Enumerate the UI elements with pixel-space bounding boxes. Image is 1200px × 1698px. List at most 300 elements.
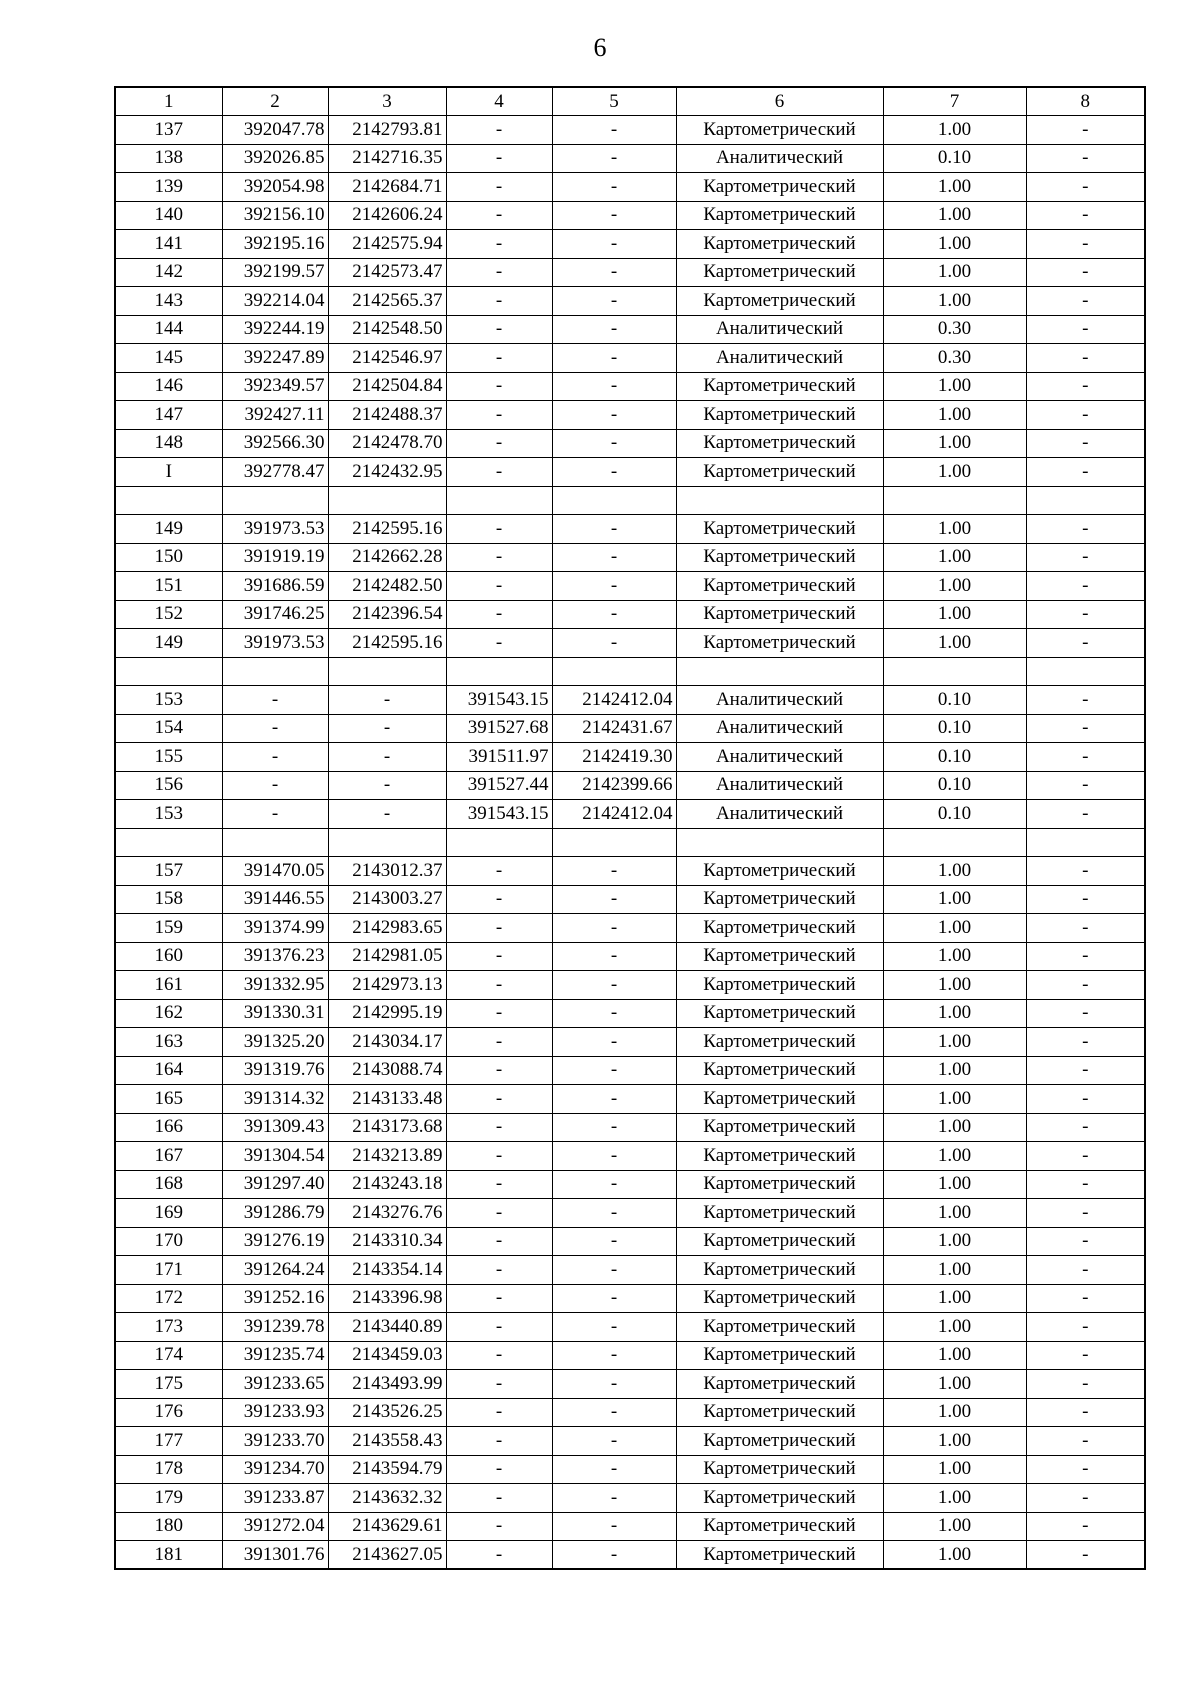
table-cell: Картометрический xyxy=(676,1085,883,1114)
table-cell: Картометрический xyxy=(676,1398,883,1427)
table-cell: - xyxy=(552,401,676,430)
table-cell: 1.00 xyxy=(883,1256,1026,1285)
table-cell: 391330.31 xyxy=(222,999,328,1028)
table-cell: 1.00 xyxy=(883,458,1026,487)
table-cell: - xyxy=(1026,1398,1145,1427)
table-cell: Аналитический xyxy=(676,743,883,772)
table-cell: - xyxy=(446,1370,552,1399)
table-cell: - xyxy=(328,686,446,715)
table-cell: 1.00 xyxy=(883,287,1026,316)
table-cell: Аналитический xyxy=(676,315,883,344)
table-cell: - xyxy=(552,1341,676,1370)
table-row xyxy=(115,1512,1145,1541)
column-header: 5 xyxy=(552,87,676,116)
table-cell: 391543.15 xyxy=(446,800,552,829)
table-cell: 172 xyxy=(115,1284,222,1313)
column-header: 1 xyxy=(115,87,222,116)
table-cell: - xyxy=(1026,230,1145,259)
table-cell: - xyxy=(446,885,552,914)
coordinates-table xyxy=(114,86,1146,1570)
table-cell: 1.00 xyxy=(883,372,1026,401)
table-cell: 1.00 xyxy=(883,914,1026,943)
table-cell: Картометрический xyxy=(676,1512,883,1541)
column-header: 4 xyxy=(446,87,552,116)
table-cell: - xyxy=(328,743,446,772)
table-row xyxy=(115,116,1145,145)
table-cell: - xyxy=(222,686,328,715)
table-cell: - xyxy=(446,173,552,202)
table-cell: Картометрический xyxy=(676,1484,883,1513)
table-cell: 2143594.79 xyxy=(328,1455,446,1484)
table-cell: 391973.53 xyxy=(222,629,328,658)
table-cell: Картометрический xyxy=(676,1170,883,1199)
table-cell: 391919.19 xyxy=(222,543,328,572)
table-cell xyxy=(446,657,552,686)
table-cell: - xyxy=(1026,600,1145,629)
table-cell: 176 xyxy=(115,1398,222,1427)
table-cell: 391527.44 xyxy=(446,771,552,800)
table-cell: - xyxy=(446,857,552,886)
table-cell: - xyxy=(446,1085,552,1114)
table-cell: 151 xyxy=(115,572,222,601)
table-row xyxy=(115,714,1145,743)
table-cell: 143 xyxy=(115,287,222,316)
table-cell: 391746.25 xyxy=(222,600,328,629)
table-cell: - xyxy=(552,372,676,401)
table-cell: Картометрический xyxy=(676,1056,883,1085)
table-row xyxy=(115,1398,1145,1427)
table-cell: - xyxy=(446,315,552,344)
table-cell: - xyxy=(446,429,552,458)
table-cell: - xyxy=(1026,1227,1145,1256)
table-cell: - xyxy=(552,1512,676,1541)
table-cell: 166 xyxy=(115,1113,222,1142)
table-cell: - xyxy=(1026,800,1145,829)
table-cell: Картометрический xyxy=(676,173,883,202)
table-cell: Картометрический xyxy=(676,1427,883,1456)
table-cell: 1.00 xyxy=(883,629,1026,658)
table-cell: - xyxy=(1026,258,1145,287)
table-cell: 154 xyxy=(115,714,222,743)
table-cell: 171 xyxy=(115,1256,222,1285)
table-cell: 2143632.32 xyxy=(328,1484,446,1513)
table-cell: - xyxy=(1026,1313,1145,1342)
table-cell: - xyxy=(552,1142,676,1171)
table-cell: Картометрический xyxy=(676,857,883,886)
table-cell: - xyxy=(552,173,676,202)
table-cell: - xyxy=(552,1085,676,1114)
table-cell: 391309.43 xyxy=(222,1113,328,1142)
table-cell: 392026.85 xyxy=(222,144,328,173)
column-header: 3 xyxy=(328,87,446,116)
table-cell: 1.00 xyxy=(883,1113,1026,1142)
table-cell: 1.00 xyxy=(883,116,1026,145)
table-row xyxy=(115,600,1145,629)
table-cell: - xyxy=(1026,1284,1145,1313)
table-cell: 140 xyxy=(115,201,222,230)
table-cell: - xyxy=(552,1455,676,1484)
table-cell: - xyxy=(1026,1427,1145,1456)
table-cell xyxy=(1026,486,1145,515)
table-cell: - xyxy=(1026,401,1145,430)
table-cell: 152 xyxy=(115,600,222,629)
table-cell: Картометрический xyxy=(676,116,883,145)
table-cell: - xyxy=(446,1170,552,1199)
table-row xyxy=(115,1199,1145,1228)
table-cell: 153 xyxy=(115,686,222,715)
table-cell: 1.00 xyxy=(883,1028,1026,1057)
table-cell: Картометрический xyxy=(676,372,883,401)
table-row xyxy=(115,372,1145,401)
table-cell: 161 xyxy=(115,971,222,1000)
table-cell: 392156.10 xyxy=(222,201,328,230)
table-cell: - xyxy=(446,1256,552,1285)
table-cell: Аналитический xyxy=(676,344,883,373)
table-cell: - xyxy=(552,1284,676,1313)
table-cell: 1.00 xyxy=(883,1170,1026,1199)
table-cell: 145 xyxy=(115,344,222,373)
table-cell: 1.00 xyxy=(883,1484,1026,1513)
table-cell xyxy=(552,657,676,686)
table-cell: - xyxy=(446,971,552,1000)
table-cell: 1.00 xyxy=(883,543,1026,572)
table-cell: - xyxy=(1026,942,1145,971)
column-header: 6 xyxy=(676,87,883,116)
table-row xyxy=(115,1370,1145,1399)
table-cell: - xyxy=(552,1541,676,1570)
table-cell: - xyxy=(552,1256,676,1285)
table-cell: - xyxy=(446,1284,552,1313)
table-cell: Картометрический xyxy=(676,1142,883,1171)
table-cell: 391511.97 xyxy=(446,743,552,772)
table-cell xyxy=(328,486,446,515)
table-row xyxy=(115,515,1145,544)
separator-row xyxy=(115,828,1145,857)
table-cell: 170 xyxy=(115,1227,222,1256)
table-cell: - xyxy=(552,1484,676,1513)
table-cell: - xyxy=(1026,543,1145,572)
column-header: 2 xyxy=(222,87,328,116)
table-row xyxy=(115,1056,1145,1085)
table-row xyxy=(115,458,1145,487)
table-cell: - xyxy=(552,144,676,173)
table-cell: 1.00 xyxy=(883,857,1026,886)
table-cell: 147 xyxy=(115,401,222,430)
table-cell: - xyxy=(446,144,552,173)
table-row xyxy=(115,344,1145,373)
table-cell: - xyxy=(1026,629,1145,658)
table-cell: 392214.04 xyxy=(222,287,328,316)
table-cell: - xyxy=(552,429,676,458)
table-cell: - xyxy=(446,1341,552,1370)
table-cell: - xyxy=(446,629,552,658)
table-cell: 148 xyxy=(115,429,222,458)
table-cell: - xyxy=(552,287,676,316)
table-cell: 2142478.70 xyxy=(328,429,446,458)
table-cell xyxy=(1026,657,1145,686)
table-cell: 1.00 xyxy=(883,1313,1026,1342)
table-cell: Картометрический xyxy=(676,1370,883,1399)
table-cell: Картометрический xyxy=(676,914,883,943)
table-cell: 165 xyxy=(115,1085,222,1114)
table-cell: 2143133.48 xyxy=(328,1085,446,1114)
table-cell xyxy=(676,828,883,857)
table-cell: 2143459.03 xyxy=(328,1341,446,1370)
table-row xyxy=(115,315,1145,344)
table-cell: 0.10 xyxy=(883,743,1026,772)
table-cell: - xyxy=(552,1227,676,1256)
table-cell: - xyxy=(552,458,676,487)
table-cell: - xyxy=(446,287,552,316)
table-row xyxy=(115,999,1145,1028)
table-cell: - xyxy=(552,230,676,259)
table-cell: 1.00 xyxy=(883,173,1026,202)
table-cell: Картометрический xyxy=(676,458,883,487)
table-cell: Картометрический xyxy=(676,1341,883,1370)
table-cell: 160 xyxy=(115,942,222,971)
table-cell: 0.30 xyxy=(883,315,1026,344)
table-cell xyxy=(115,486,222,515)
table-row xyxy=(115,429,1145,458)
table-cell: 1.00 xyxy=(883,1142,1026,1171)
table-cell: 391543.15 xyxy=(446,686,552,715)
table-cell: Картометрический xyxy=(676,258,883,287)
table-cell: - xyxy=(222,771,328,800)
table-cell: - xyxy=(1026,1341,1145,1370)
table-cell: 391470.05 xyxy=(222,857,328,886)
table-row xyxy=(115,1455,1145,1484)
table-cell: - xyxy=(552,1199,676,1228)
table-cell: 1.00 xyxy=(883,1512,1026,1541)
table-cell: 0.10 xyxy=(883,771,1026,800)
table-cell: 391235.74 xyxy=(222,1341,328,1370)
table-cell: 2142399.66 xyxy=(552,771,676,800)
table-cell: 2142431.67 xyxy=(552,714,676,743)
table-cell: - xyxy=(446,1142,552,1171)
table-cell: - xyxy=(446,1398,552,1427)
table-cell: Картометрический xyxy=(676,401,883,430)
table-cell: 156 xyxy=(115,771,222,800)
table-cell: - xyxy=(446,458,552,487)
table-cell: 392349.57 xyxy=(222,372,328,401)
table-cell: 0.10 xyxy=(883,714,1026,743)
table-cell: - xyxy=(1026,201,1145,230)
table-cell: - xyxy=(1026,1370,1145,1399)
table-cell: I xyxy=(115,458,222,487)
table-cell: 181 xyxy=(115,1541,222,1570)
table-cell: - xyxy=(446,1227,552,1256)
table-cell: 2142595.16 xyxy=(328,515,446,544)
table-cell: 1.00 xyxy=(883,201,1026,230)
table-row xyxy=(115,1028,1145,1057)
table-cell: - xyxy=(446,344,552,373)
table-row xyxy=(115,287,1145,316)
table-cell: 179 xyxy=(115,1484,222,1513)
table-cell: - xyxy=(1026,686,1145,715)
table-cell: - xyxy=(552,1370,676,1399)
table-cell: 391446.55 xyxy=(222,885,328,914)
table-row xyxy=(115,942,1145,971)
table-cell: 1.00 xyxy=(883,429,1026,458)
table-cell: 150 xyxy=(115,543,222,572)
table-body xyxy=(115,116,1145,1570)
table-cell: 2143003.27 xyxy=(328,885,446,914)
table-cell: - xyxy=(552,942,676,971)
table-cell: 2143012.37 xyxy=(328,857,446,886)
table-row xyxy=(115,543,1145,572)
table-cell: 391264.24 xyxy=(222,1256,328,1285)
table-cell: - xyxy=(446,1313,552,1342)
table-cell: Картометрический xyxy=(676,1455,883,1484)
table-cell: - xyxy=(1026,914,1145,943)
table-cell: 1.00 xyxy=(883,1199,1026,1228)
table-cell: 391233.93 xyxy=(222,1398,328,1427)
table-cell: 2142606.24 xyxy=(328,201,446,230)
table-cell: - xyxy=(1026,971,1145,1000)
table-cell: 1.00 xyxy=(883,1227,1026,1256)
table-cell: 2143396.98 xyxy=(328,1284,446,1313)
table-cell: Картометрический xyxy=(676,230,883,259)
table-cell: 391319.76 xyxy=(222,1056,328,1085)
table-cell: 391304.54 xyxy=(222,1142,328,1171)
table-cell: 2142575.94 xyxy=(328,230,446,259)
table-cell: Картометрический xyxy=(676,287,883,316)
table-cell: 2142548.50 xyxy=(328,315,446,344)
table-cell: - xyxy=(446,1028,552,1057)
table-cell: 2142482.50 xyxy=(328,572,446,601)
table-row xyxy=(115,971,1145,1000)
table-cell: 1.00 xyxy=(883,258,1026,287)
table-cell: - xyxy=(552,1398,676,1427)
table-cell: 0.10 xyxy=(883,686,1026,715)
table-cell: 391234.70 xyxy=(222,1455,328,1484)
table-row xyxy=(115,401,1145,430)
table-cell: Картометрический xyxy=(676,942,883,971)
table-row xyxy=(115,1142,1145,1171)
table-cell: 2142565.37 xyxy=(328,287,446,316)
table-cell xyxy=(328,657,446,686)
table-cell: 391233.65 xyxy=(222,1370,328,1399)
table-cell: - xyxy=(222,800,328,829)
table-row xyxy=(115,201,1145,230)
table-cell: 2143276.76 xyxy=(328,1199,446,1228)
table-cell: - xyxy=(1026,743,1145,772)
table-cell: 164 xyxy=(115,1056,222,1085)
table-cell: 1.00 xyxy=(883,885,1026,914)
table-cell: 2142662.28 xyxy=(328,543,446,572)
table-cell: 2142504.84 xyxy=(328,372,446,401)
table-cell: 2142546.97 xyxy=(328,344,446,373)
table-cell: - xyxy=(552,572,676,601)
table-cell: - xyxy=(446,1541,552,1570)
table-cell: - xyxy=(1026,372,1145,401)
table-cell: 2142412.04 xyxy=(552,686,676,715)
table-row xyxy=(115,686,1145,715)
table-cell: 2142793.81 xyxy=(328,116,446,145)
table-cell: 392054.98 xyxy=(222,173,328,202)
table-cell: Картометрический xyxy=(676,1313,883,1342)
table-cell: 1.00 xyxy=(883,572,1026,601)
table-cell: - xyxy=(1026,144,1145,173)
table-cell: 155 xyxy=(115,743,222,772)
table-cell: 2142488.37 xyxy=(328,401,446,430)
table-cell: 2142983.65 xyxy=(328,914,446,943)
table-row xyxy=(115,1313,1145,1342)
table-row xyxy=(115,173,1145,202)
table-cell: 391239.78 xyxy=(222,1313,328,1342)
table-cell: - xyxy=(1026,857,1145,886)
table-cell: - xyxy=(1026,1056,1145,1085)
table-cell: - xyxy=(446,942,552,971)
table-cell: 391286.79 xyxy=(222,1199,328,1228)
table-cell xyxy=(676,486,883,515)
table-cell: - xyxy=(1026,1113,1145,1142)
table-cell: 391272.04 xyxy=(222,1512,328,1541)
table-cell: - xyxy=(552,258,676,287)
table-cell: 177 xyxy=(115,1427,222,1456)
table-cell: - xyxy=(446,515,552,544)
table-cell: 392566.30 xyxy=(222,429,328,458)
table-cell: 2142419.30 xyxy=(552,743,676,772)
table-row xyxy=(115,1427,1145,1456)
table-cell: 157 xyxy=(115,857,222,886)
table-cell: - xyxy=(1026,999,1145,1028)
table-cell: - xyxy=(1026,1541,1145,1570)
table-cell xyxy=(552,486,676,515)
table-cell: - xyxy=(552,914,676,943)
table-cell: 178 xyxy=(115,1455,222,1484)
table-cell: 391314.32 xyxy=(222,1085,328,1114)
table-cell: 391233.70 xyxy=(222,1427,328,1456)
table-cell: Картометрический xyxy=(676,1284,883,1313)
table-row xyxy=(115,1256,1145,1285)
table-cell: 2142684.71 xyxy=(328,173,446,202)
table-cell: 169 xyxy=(115,1199,222,1228)
table-cell: 1.00 xyxy=(883,942,1026,971)
table-row xyxy=(115,743,1145,772)
table-cell: 1.00 xyxy=(883,1427,1026,1456)
table-cell: - xyxy=(446,999,552,1028)
table-row xyxy=(115,1541,1145,1570)
column-header: 7 xyxy=(883,87,1026,116)
table-cell: 163 xyxy=(115,1028,222,1057)
table-cell: 2142396.54 xyxy=(328,600,446,629)
table-cell: - xyxy=(552,600,676,629)
table-cell: 2143088.74 xyxy=(328,1056,446,1085)
table-row xyxy=(115,1227,1145,1256)
table-cell: - xyxy=(446,1056,552,1085)
table-cell: 180 xyxy=(115,1512,222,1541)
table-cell: 391686.59 xyxy=(222,572,328,601)
table-cell: Картометрический xyxy=(676,201,883,230)
table-row xyxy=(115,144,1145,173)
table-cell: 149 xyxy=(115,629,222,658)
table-cell: Картометрический xyxy=(676,999,883,1028)
table-cell: 391527.68 xyxy=(446,714,552,743)
table-cell xyxy=(552,828,676,857)
table-cell: 391301.76 xyxy=(222,1541,328,1570)
table-cell: 391374.99 xyxy=(222,914,328,943)
table-cell: - xyxy=(446,1199,552,1228)
table-cell: Картометрический xyxy=(676,971,883,1000)
table-cell: - xyxy=(552,1056,676,1085)
table-cell: - xyxy=(552,999,676,1028)
table-cell xyxy=(676,657,883,686)
table-cell: - xyxy=(1026,344,1145,373)
table-cell: - xyxy=(552,201,676,230)
table-cell: 2142595.16 xyxy=(328,629,446,658)
table-cell: 153 xyxy=(115,800,222,829)
